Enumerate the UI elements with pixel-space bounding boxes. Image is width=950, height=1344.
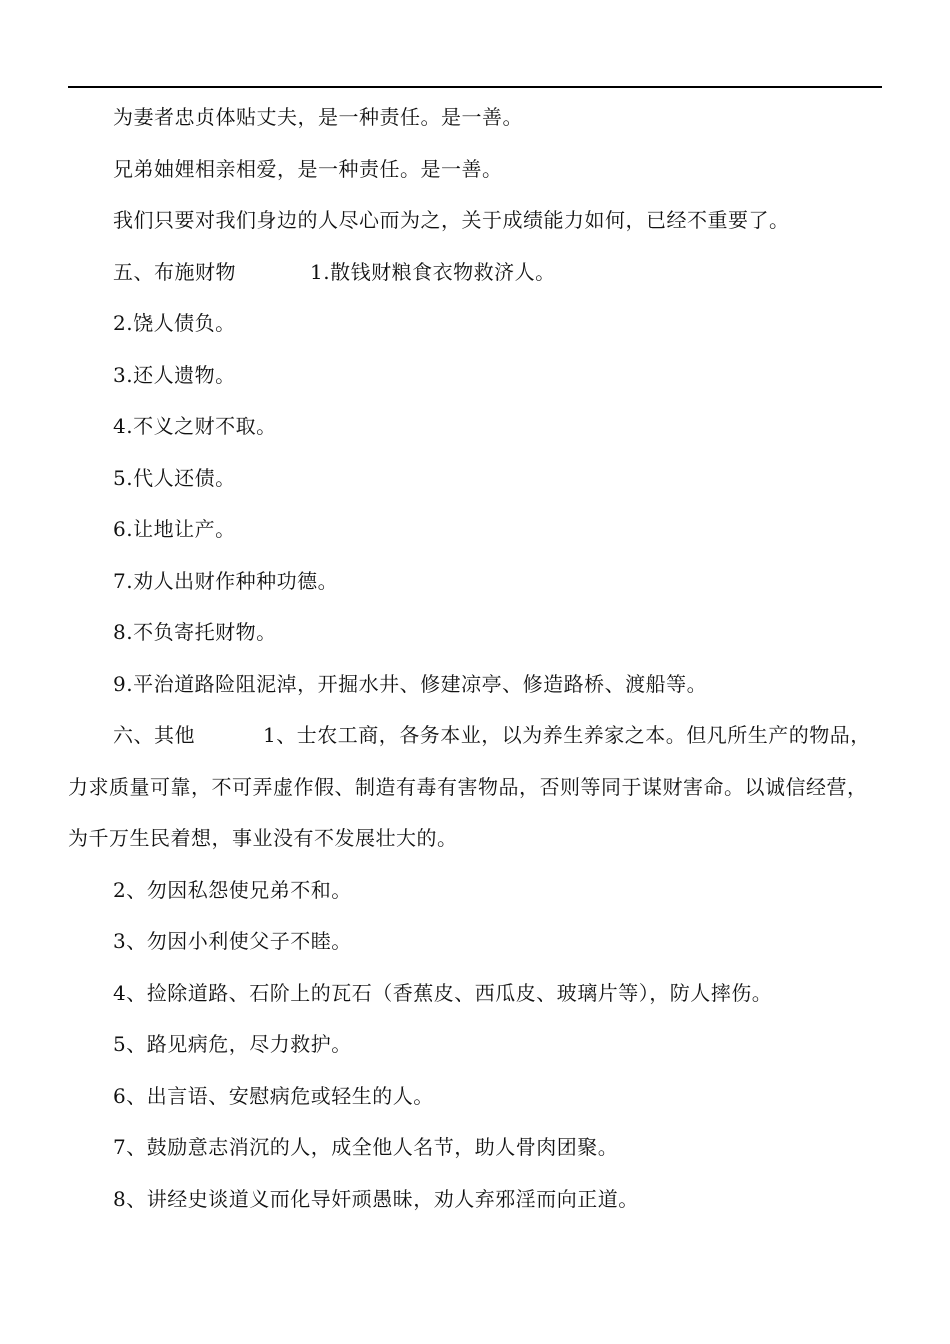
paragraph: 兄弟妯娌相亲相爱，是一种责任。是一善。 (113, 156, 503, 181)
section-6-item-1: 1、士农工商，各务本业，以为养生养家之本。但凡所生产的物品，力求质量可靠，不可弄虚作假、制造有毒有害物品，否则等同于谋财害命。以诚信经营，为千万生民着想，事业没有不发展壮大的。 (68, 723, 871, 850)
paragraph: 为妻者忠贞体贴丈夫，是一种责任。是一善。 (113, 105, 523, 129)
list-item: 7.劝人出财作种种功德。 (113, 568, 339, 593)
list-item: 4.不义之财不取。 (113, 414, 277, 438)
list-item: 5、路见病危，尽力救护。 (113, 1032, 352, 1056)
list-item: 3、勿因小利使父子不睦。 (113, 929, 352, 953)
list-item: 8.不负寄托财物。 (113, 620, 277, 644)
list-item: 2、勿因私怨使兄弟不和。 (113, 877, 352, 902)
section-6-paragraph (68, 710, 882, 865)
list-item: 4、捡除道路、石阶上的瓦石（香蕉皮、西瓜皮、玻璃片等），防人摔伤。 (113, 980, 773, 1005)
document-body (68, 92, 882, 1225)
list-item: 5.代人还债。 (113, 465, 236, 490)
list-item: 7、鼓励意志消沉的人，成全他人名节，助人骨肉团聚。 (113, 1135, 619, 1159)
list-item: 9.平治道路险阻泥淖，开掘水井、修建凉亭、修造路桥、渡船等。 (113, 671, 708, 696)
section-5-line (68, 247, 882, 299)
list-item: 6、出言语、安慰病危或轻生的人。 (113, 1083, 434, 1108)
header-rule (68, 86, 882, 88)
section-6-heading: 六、其他 (113, 723, 195, 747)
paragraph: 我们只要对我们身边的人尽心而为之，关于成绩能力如何，已经不重要了。 (113, 208, 790, 232)
section-5-item-1: 1.散钱财粮食衣物救济人。 (310, 259, 556, 284)
section-5-heading: 五、布施财物 (113, 259, 236, 284)
list-item: 8、讲经史谈道义而化导奸顽愚昧，劝人弃邪淫而向正道。 (113, 1186, 639, 1211)
list-item: 3.还人遗物。 (113, 362, 236, 387)
list-item: 6.让地让产。 (113, 517, 236, 541)
list-item: 2.饶人债负。 (113, 311, 236, 335)
